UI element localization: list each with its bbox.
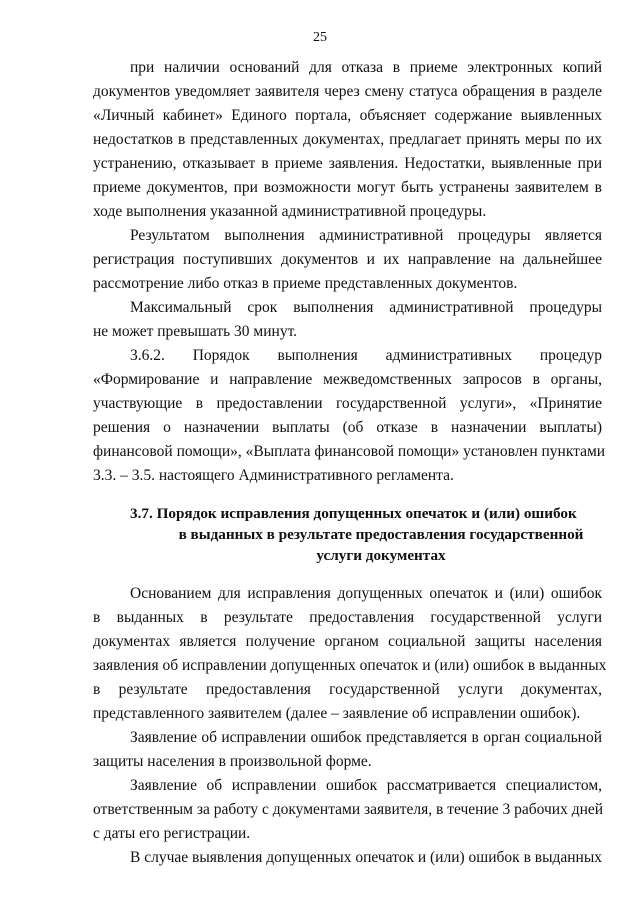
text-line: рассмотрение либо отказ в приеме представленных документов. (93, 275, 518, 292)
text-line: участвующие в предоставлении государственной услуги», «Принятие (93, 395, 602, 412)
text-line: Заявление об исправлении ошибок рассматривается специалистом, (130, 777, 602, 794)
text-line: с даты его регистрации. (93, 825, 251, 842)
text-line: Максимальный срок выполнения административной процедуры (130, 299, 602, 316)
text-line: В случае выявления допущенных опечаток и (или) ошибок в выданных (130, 849, 603, 866)
text-line: защиты населения в произвольной форме. (93, 753, 372, 770)
text-line: документах является получение органом социальной защиты населения (93, 633, 602, 650)
text-line: Результатом выполнения административной процедуры является (130, 227, 602, 244)
text-line: не может превышать 30 минут. (93, 323, 298, 340)
text-line: 3.3. – 3.5. настоящего Административного регламента. (93, 467, 454, 484)
text-line: «Формирование и направление межведомственных запросов в органы, (93, 371, 602, 388)
text-line: приеме документов, при возможности могут быть устранены заявителем в (93, 179, 602, 196)
text-line: ходе выполнения указанной административной процедуры. (93, 203, 487, 220)
text-line: недостатков в представленных документах, предлагает принять меры по их (93, 131, 602, 148)
text-line: Заявление об исправлении ошибок представляется в орган социальной (130, 729, 602, 746)
section-heading: услуги документах (316, 547, 446, 564)
text-line: при наличии оснований для отказа в приеме электронных копий (130, 59, 602, 76)
text-line: представленного заявителем (далее – заявление об исправлении ошибок). (93, 705, 581, 722)
page-number: 25 (313, 30, 327, 45)
text-line: финансовой помощи», «Выплата финансовой помощи» установлен пунктами (93, 443, 606, 460)
text-line: Основанием для исправления допущенных опечаток и (или) ошибок (130, 585, 602, 602)
text-line: 3.6.2. Порядок выполнения административных процедур (130, 347, 602, 364)
text-line: регистрация поступивших документов и их направление на дальнейшее (93, 251, 602, 268)
text-line: решения о назначении выплаты (об отказе в назначении выплаты) (93, 419, 602, 436)
text-line: в результате предоставления государственной услуги документах, (93, 681, 602, 698)
text-line: в выданных в результате предоставления государственной услуги (93, 609, 602, 626)
text-line: устранению, отказывает в приеме заявления. Недостатки, выявленные при (93, 155, 602, 172)
section-heading: 3.7. Порядок исправления допущенных опечаток и (или) ошибок (130, 505, 577, 522)
text-line: ответственным за работу с документами заявителя, в течение 3 рабочих дней (93, 801, 604, 818)
text-line: документов уведомляет заявителя через смену статуса обращения в разделе (93, 83, 602, 100)
text-line: заявления об исправлении допущенных опечаток и (или) ошибок в выданных (93, 657, 607, 674)
section-heading: в выданных в результате предоставления государственной (178, 526, 584, 543)
text-line: «Личный кабинет» Единого портала, объясняет содержание выявленных (93, 107, 602, 124)
